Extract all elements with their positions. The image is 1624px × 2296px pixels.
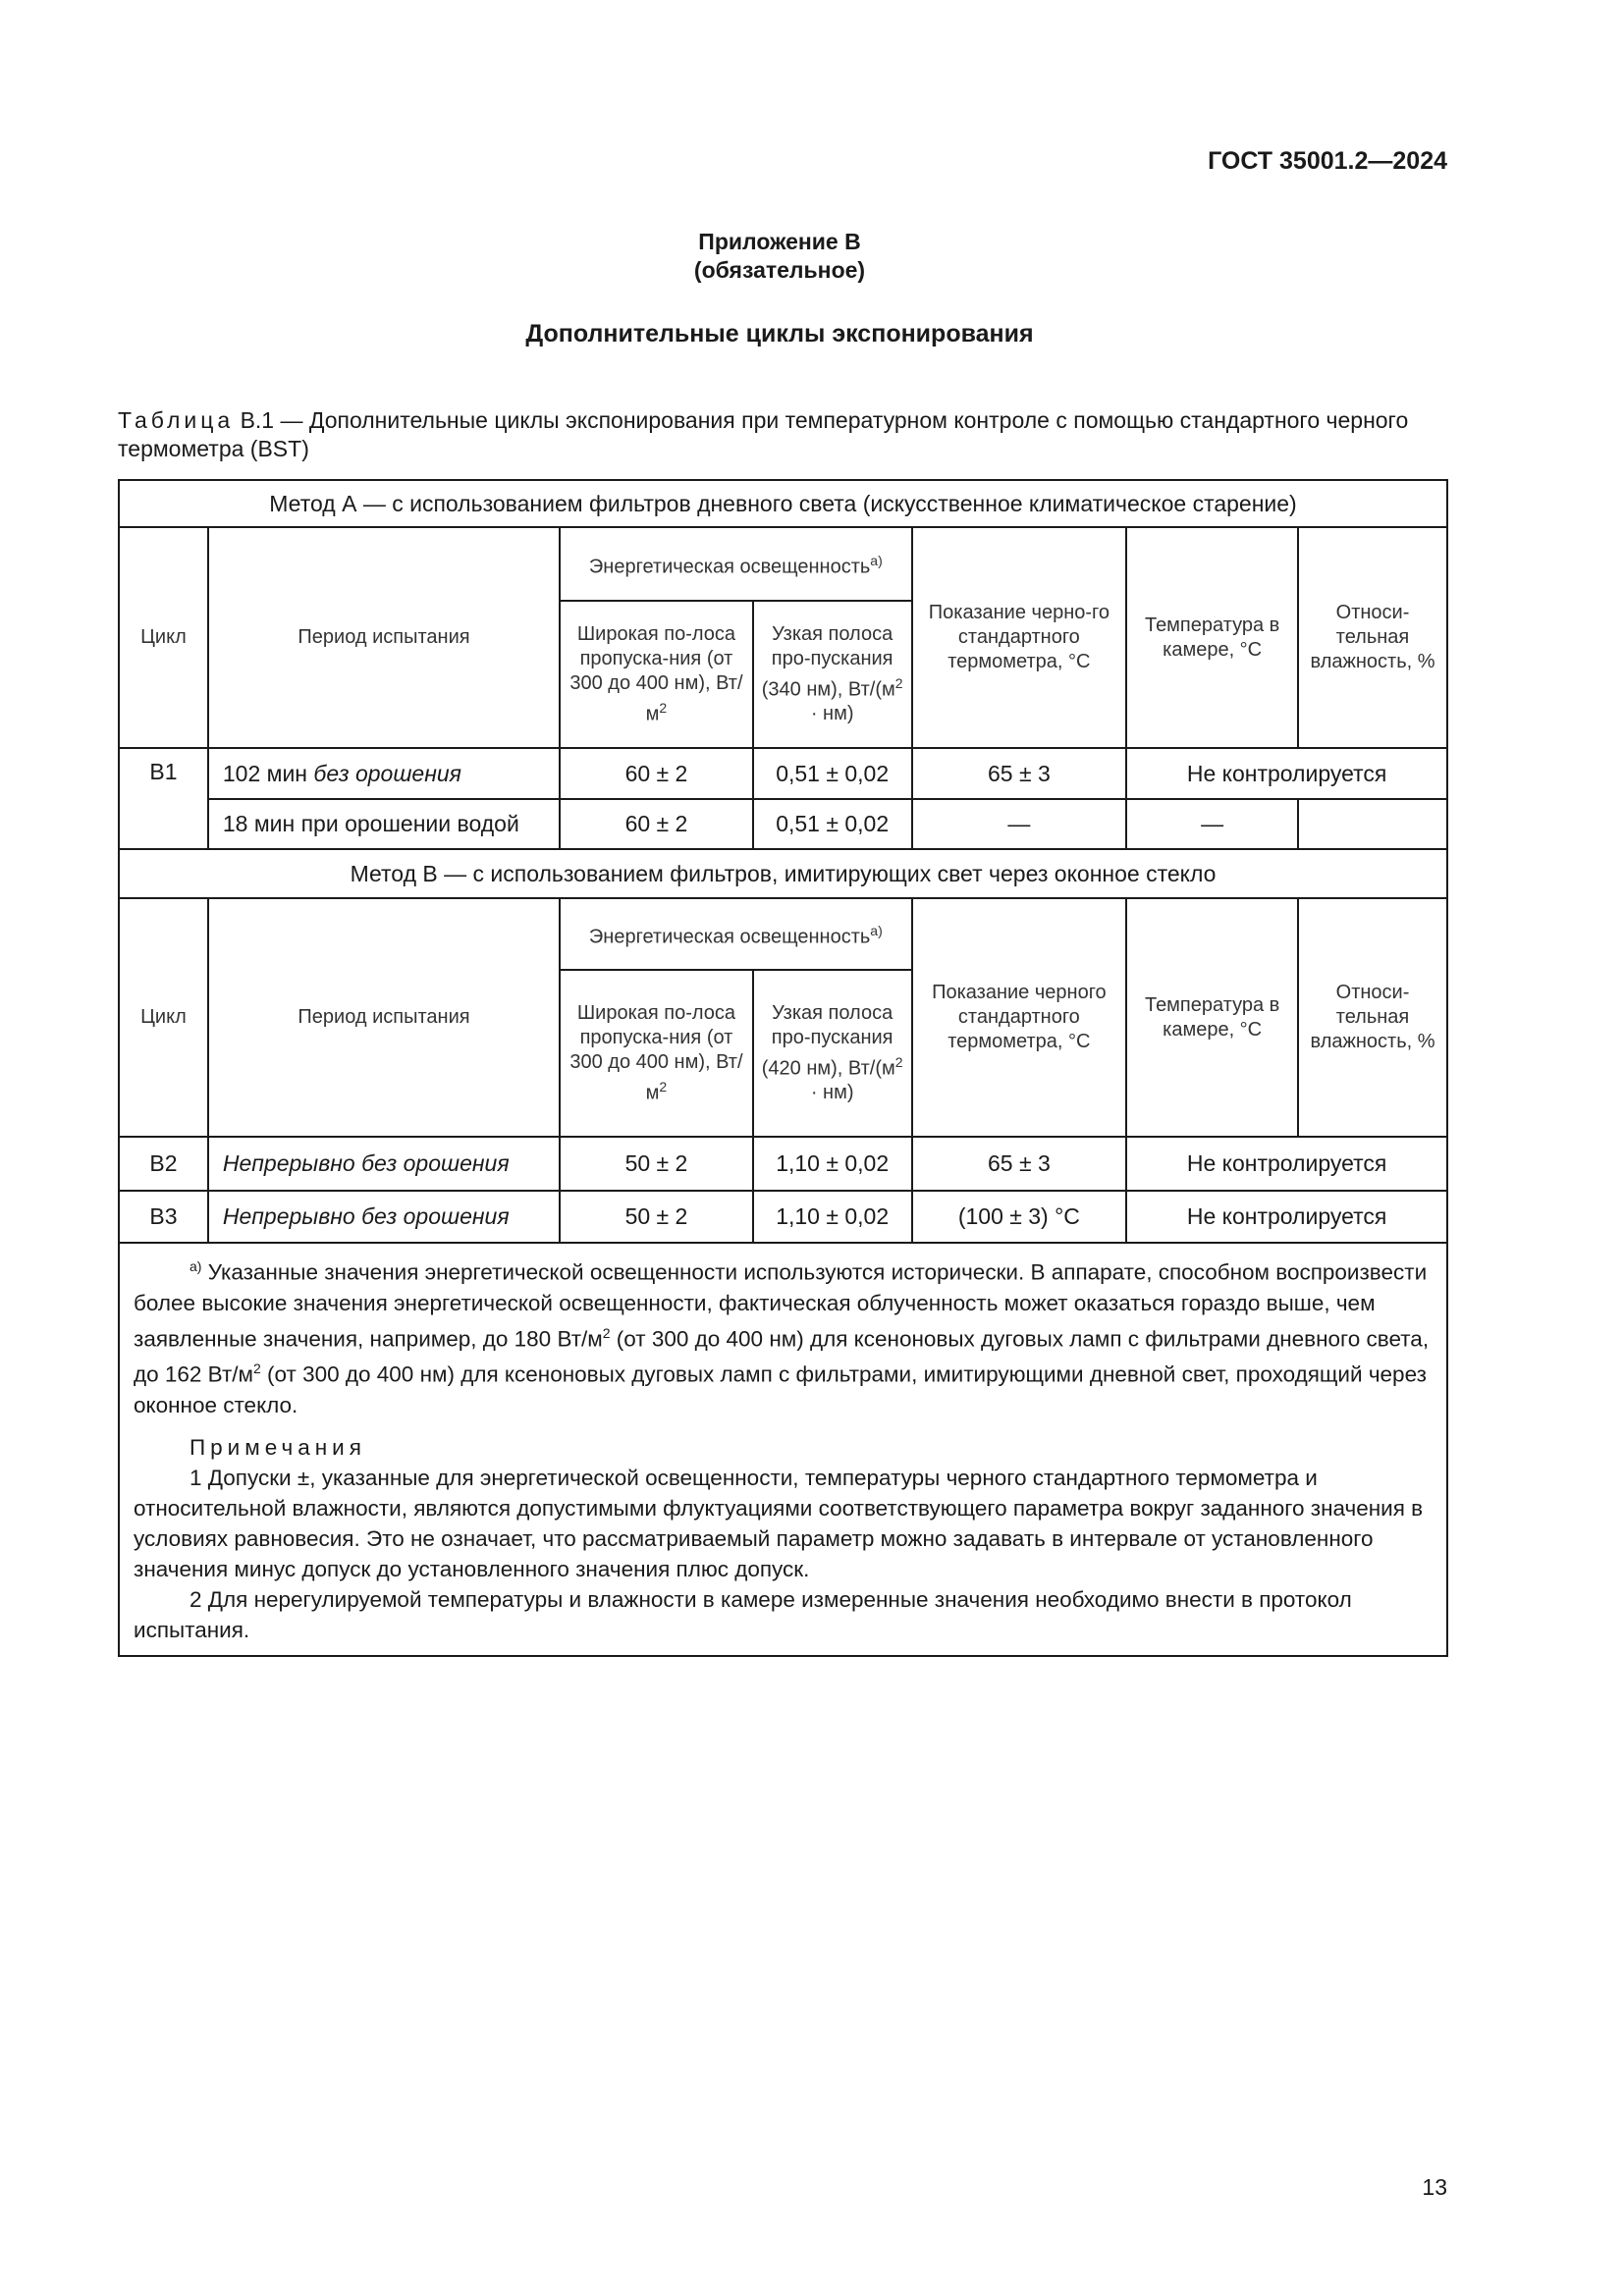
broad-cell: 50 ± 2	[560, 1191, 753, 1243]
cycle-cell: B3	[119, 1191, 208, 1243]
method-b-title: Метод В — с использованием фильтров, имитирующих свет через оконное стекло	[119, 849, 1447, 898]
cycle-cell: B2	[119, 1137, 208, 1191]
standard-code: ГОСТ 35001.2—2024	[1208, 147, 1447, 175]
header-narrow-band: Узкая полоса про-пускания (420 нм), $Вт/(м^2 \cdot нм)$	[753, 970, 912, 1137]
humidity-cell	[1298, 799, 1447, 849]
table-caption-id: В.1	[240, 407, 275, 433]
method-a-header-row	[119, 527, 1447, 601]
broad-cell: 60 ± 2	[560, 748, 753, 799]
header-narrow-band: Узкая полоса про-пускания (340 нм), $Вт/(м^2 \cdot нм)$	[753, 601, 912, 748]
bst-cell: 65 ± 3	[912, 748, 1127, 799]
header-irradiance: Энергетическая освещенность$^{а)}$	[560, 527, 911, 601]
notes-cell	[119, 1243, 1447, 1656]
header-humidity: Относи-тельная влажность, %	[1298, 527, 1447, 748]
header-temperature: Температура в камере, °C	[1126, 898, 1298, 1137]
header-period: Период испытания	[208, 527, 560, 748]
table-row	[119, 1137, 1447, 1191]
footnote: $^{а)}$ Указанные значения энергетической освещенности используются исторически. В аппарате, способном воспроизвести более высокие значения энергетической освещенности, фактическая облученность может оказаться гораздо выше, чем заявленные значения, например, до 180 $Вт/м^2$ (от 300 до 400 нм) для ксеноновых дуговых ламп с фильтрами дневного света, до 162 $Вт/м^2$ (от 300 до 400 нм) для ксеноновых дуговых ламп с фильтрами, имитирующими дневной свет, проходящий через оконное стекло.	[134, 1258, 1430, 1417]
table-row	[119, 748, 1447, 799]
narrow-cell: 0,51 ± 0,02	[753, 748, 912, 799]
narrow-cell: 0,51 ± 0,02	[753, 799, 912, 849]
annex-header	[0, 228, 1559, 285]
table-row	[119, 799, 1447, 849]
header-humidity: Относи-тельная влажность, %	[1298, 898, 1447, 1137]
bst-cell: 65 ± 3	[912, 1137, 1127, 1191]
section-heading: Дополнительные циклы экспонирования	[525, 320, 1034, 347]
cycle-cell: B1	[119, 748, 208, 849]
note-item: 1 Допуски ±, указанные для энергетической освещенности, температуры черного стандартного термометра и относительной влажности, являются допустимыми флуктуациями соответствующего параметра вокруг заданного значения в условиях равновесия. Это не означает, что рассматриваемый параметр можно задавать в интервале от установленного значения минус допуск до установленного значения плюс допуск.	[134, 1465, 1424, 1581]
bst-cell: —	[912, 799, 1127, 849]
period-cell: 102 мин без орошения	[208, 748, 560, 799]
narrow-cell: 1,10 ± 0,02	[753, 1191, 912, 1243]
header-period: Период испытания	[208, 898, 560, 1137]
page-number: 13	[1422, 2174, 1447, 2200]
header-bst: Показание черного стандартного термометра, °C	[912, 898, 1127, 1137]
note-item: 2 Для нерегулируемой температуры и влажности в камере измеренные значения необходимо внести в протокол испытания.	[134, 1586, 1352, 1642]
header-broad-band: Широкая по-лоса пропуска-ния (от 300 до 400 нм), $Вт/м^2$	[560, 970, 753, 1137]
notes-title: Примечания	[189, 1434, 366, 1460]
exposure-cycles-table	[118, 479, 1448, 1657]
table-caption-label: Таблица	[118, 407, 235, 433]
header-temperature: Температура в камере, °C	[1126, 527, 1298, 748]
temperature-cell: —	[1126, 799, 1298, 849]
header-cycle: Цикл	[119, 898, 208, 1137]
period-cell: Непрерывно без орошения	[208, 1191, 560, 1243]
table-caption	[118, 406, 1449, 463]
header-cycle: Цикл	[119, 527, 208, 748]
temp-humidity-cell: Не контролируется	[1126, 748, 1447, 799]
method-a-title-row	[119, 480, 1447, 527]
temp-humidity-cell: Не контролируется	[1126, 1191, 1447, 1243]
header-bst: Показание черно-го стандартного термометра, °C	[912, 527, 1127, 748]
period-cell: Непрерывно без орошения	[208, 1137, 560, 1191]
method-b-header-row	[119, 898, 1447, 970]
broad-cell: 60 ± 2	[560, 799, 753, 849]
table-caption-text: — Дополнительные циклы экспонирования при температурном контроле с помощью стандартного черного термометра (BST)	[118, 407, 1409, 461]
broad-cell: 50 ± 2	[560, 1137, 753, 1191]
period-cell: 18 мин при орошении водой	[208, 799, 560, 849]
method-a-title: Метод А — с использованием фильтров дневного света (искусственное климатическое старение)	[119, 480, 1447, 527]
method-b-title-row	[119, 849, 1447, 898]
header-broad-band: Широкая по-лоса пропуска-ния (от 300 до 400 нм), $Вт/м^2$	[560, 601, 753, 748]
annex-title: Приложение В	[698, 229, 861, 254]
annex-status: (обязательное)	[693, 257, 866, 283]
notes-row	[119, 1243, 1447, 1656]
table-row	[119, 1191, 1447, 1243]
bst-cell: (100 ± 3) °C	[912, 1191, 1127, 1243]
narrow-cell: 1,10 ± 0,02	[753, 1137, 912, 1191]
header-irradiance: Энергетическая освещенность$^{а)}$	[560, 898, 911, 970]
temp-humidity-cell: Не контролируется	[1126, 1137, 1447, 1191]
